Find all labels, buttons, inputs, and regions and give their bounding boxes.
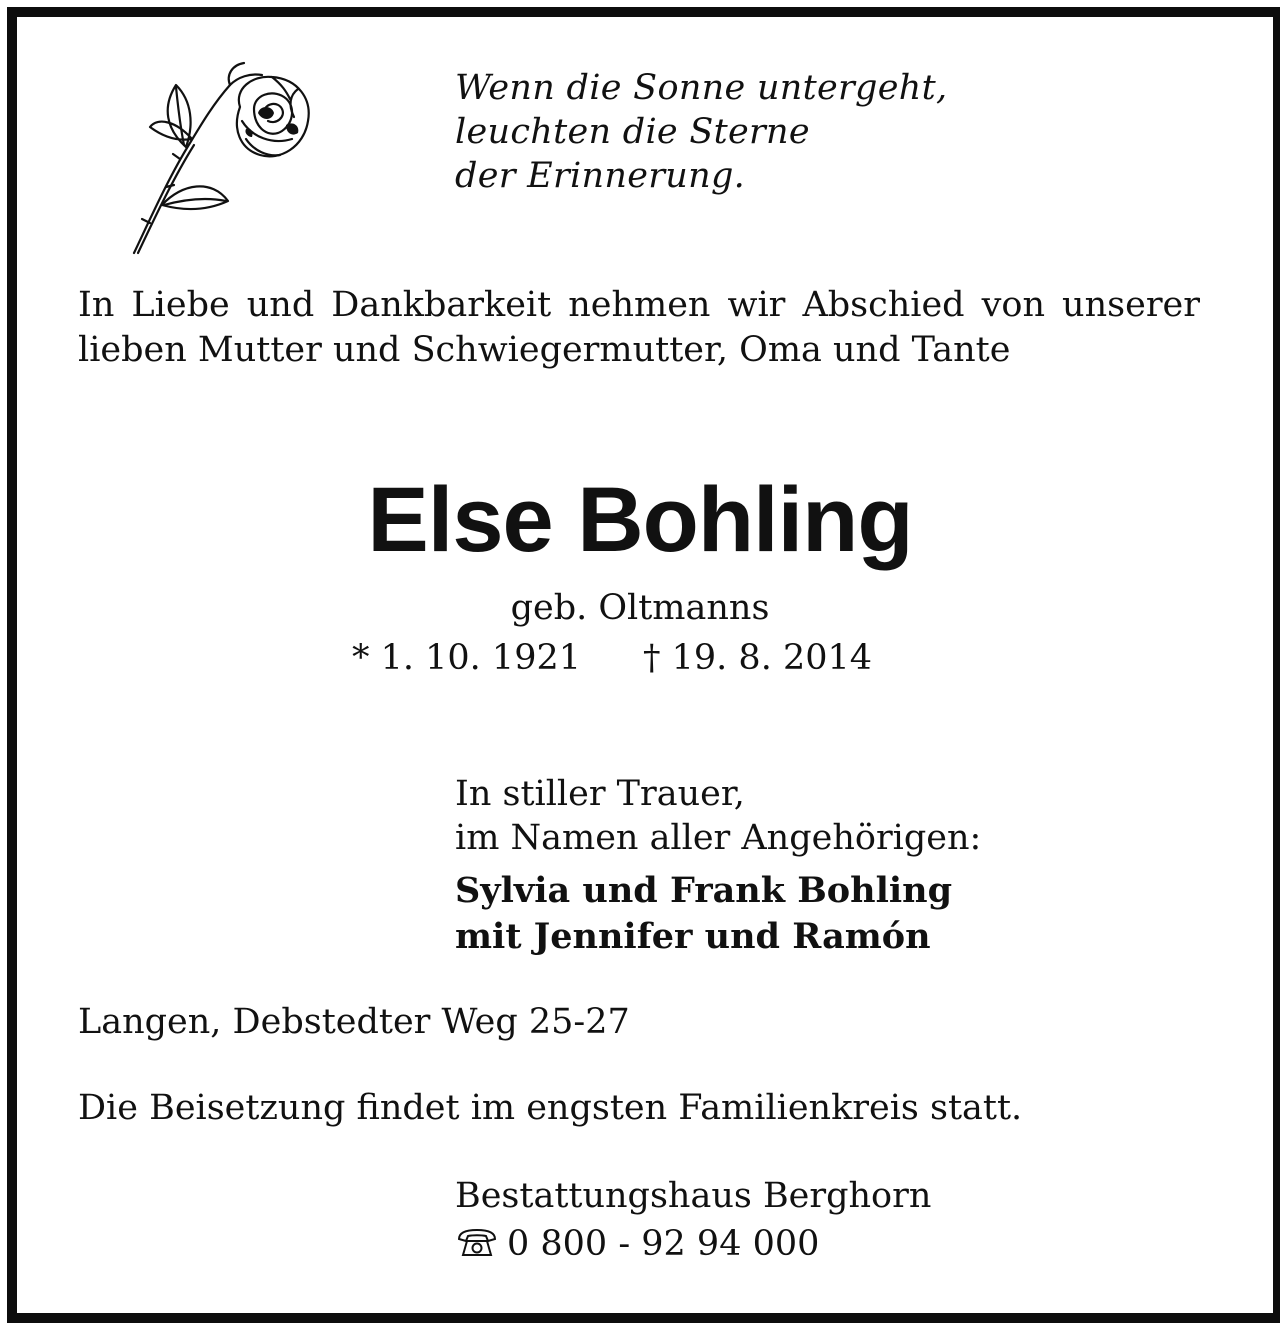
rose-icon [122,55,327,260]
telephone-icon [455,1227,499,1259]
birth-name: geb. Oltmanns [510,588,770,628]
family-line: Sylvia und Frank Bohling [455,870,953,911]
mourners-line: im Namen aller Angehörigen: [455,818,982,858]
motto-line: leuchten die Sterne [455,112,810,152]
life-dates [352,636,872,680]
death-date: † 19. 8. 2014 [643,638,873,678]
undertaker-phone-row [455,1220,931,1268]
motto-verse [455,66,947,198]
mourners-line: In stiller Trauer, [455,774,745,814]
motto-line: der Erinnerung. [455,156,746,196]
birth-date: * 1. 10. 1921 [352,638,582,678]
undertaker-name: Bestattungshaus Berghorn [455,1176,932,1216]
undertaker-phone: 0 800 - 92 94 000 [507,1224,820,1264]
address: Langen, Debstedter Weg 25-27 [78,1002,630,1042]
undertaker-block [455,1172,931,1268]
family-line: mit Jennifer und Ramón [455,916,931,957]
family-names [455,868,952,960]
mourners-intro [455,772,981,860]
burial-note: Die Beisetzung findet im engsten Familienkreis statt. [78,1088,1023,1128]
intro-text: In Liebe und Dankbarkeit nehmen wir Abschied von unserer lieben Mutter und Schwiegermutter, Oma und Tante [78,285,1200,370]
deceased-name: Else Bohling [367,469,913,571]
motto-line: Wenn die Sonne untergeht, [455,68,948,108]
